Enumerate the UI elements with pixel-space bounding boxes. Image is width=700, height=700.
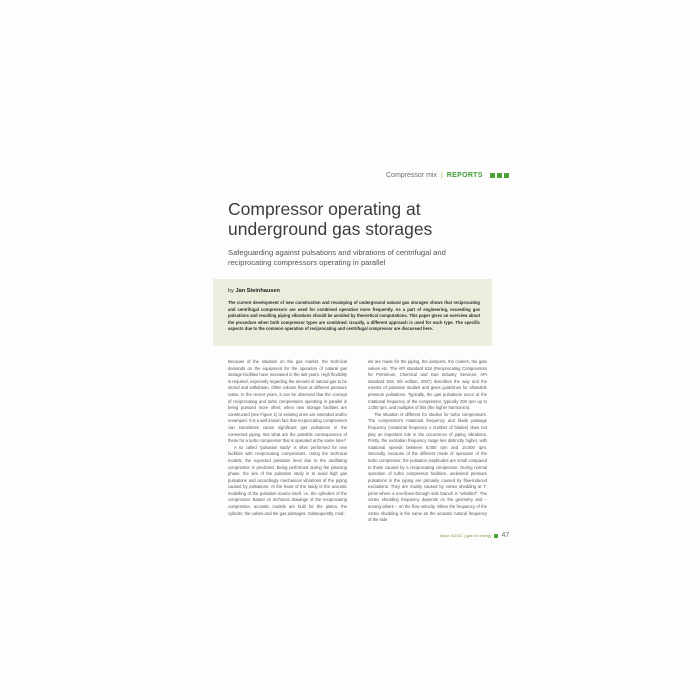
page-number: 47 <box>501 532 510 539</box>
header-separator: | <box>440 171 443 179</box>
title-line-2: underground gas storages <box>228 219 433 239</box>
issue-label: Issue 4/2011 | gas for energy <box>440 533 492 538</box>
body-column-1 <box>228 359 347 517</box>
page-header <box>386 169 496 181</box>
section-label: Compressor mix <box>386 171 437 179</box>
article-subtitle: Safeguarding against pulsations and vibrations of centrifugal and reciprocating compressors operating in parallel <box>228 248 446 267</box>
col2-paragraph-2: The situation is different for studies for turbo compressors. The compressor's rotational frequency and blade passage frequency (rotational frequency x number of blades) does not play an important role in the occurrence of piping vibrations. Firstly, the excitation frequency range lies distinctly higher, with rotational speeds between 6,000 rpm and 15,000 rpm. Secondly, because of the different mode of operation of the turbo compressor, the pulsation amplitudes are small compared to those caused by a reciprocating compressor. During normal operation of turbo compressor facilities, undesired pressure pulsations in the piping are primarily caused by flow-induced excitations. They are mainly caused by vortex shedding at T-joints where a non-flown-through side branch is "whistled". The vortex shedding frequency depends on the geometry and – among others – on the flow velocity. When the frequency of the vortex shedding is the same as the acoustic natural frequency of the side <box>368 411 487 523</box>
page-footer <box>440 532 509 539</box>
category-label: REPORTS <box>446 171 483 179</box>
abstract-box <box>213 279 492 346</box>
col2-paragraph-1: els are made for the piping, the dampers, the coolers, the gate valves etc. The API standard 618 (Reciprocating Compressors for Petroleum, Chemical and Gas Industry Services, API standard 618, 5th edition, 2007) describes the way and the extents of pulsation studies and gives guidelines for allowable pressure pulsations. Typically, the gas pulsations occur at the rotational frequency of the compressor, typically 200 rpm up to 1,000 rpm, and multiples of this (the higher harmonics). <box>368 359 487 411</box>
title-line-1: Compressor operating at <box>228 199 421 219</box>
author-byline <box>228 288 280 294</box>
abstract-text: The current development of new construction and revamping of underground natural gas storages shows that reciprocating and centrifugal compressors are used for combined operation more frequently. As a part of engineering, exceeding gas pulsations and resulting piping vibrations should be avoided by theoretical computations. This paper gives an overview about the procedure when both compressor types are combined. Usually, a different approach is used for each type. The specific aspects due to the common operation of reciprocating and centrifugal compressor are discussed here. <box>228 300 480 332</box>
footer-square-icon <box>494 534 498 538</box>
header-squares-icon <box>490 173 509 178</box>
col1-paragraph-2: A so called "pulsation study" is often performed for new facilities with reciprocating compressors. Using the technical models, the expected pulsation level due to the oscillating compressor is predicted. Being performed during the planning phase, the aim of the pulsation study is to avoid high gas pulsations and accordingly mechanical vibrations of the piping caused by pulsations. At the heart of the study is the acoustic modelling of the pulsation source itself, i.e. the cylinders of the compressor. Based on technical drawings of the reciprocating compressor, acoustic models are built for the piston, the cylinder, the valves and the gas passages. Subsequently, mod- <box>228 444 347 516</box>
author-name: Jan Steinhausen <box>235 288 280 294</box>
col1-paragraph-1: Because of the situation on the gas market, the technical demands on the equipment for the operation of natural gas storage facilities have increased in the last years. High flexibility is required, especially regarding the amount of natural gas to be stored and withdrawn. Often volume flows at different pressure ratios. In the recent years, it can be observed that the concept of reciprocating and turbo compressors operating in parallel is being pursued more often; when new storage facilities are constructed (see Figure 1) or existing ones are extended and/or revamped. It is a well known fact that reciprocating compressors can sometimes cause significant gas pulsations in the connected piping. But what are the possible consequences of these for a turbo compressor that is operated at the same time? <box>228 359 347 444</box>
article-title <box>228 199 528 239</box>
body-column-2 <box>368 359 487 524</box>
author-prefix: by <box>228 288 234 294</box>
